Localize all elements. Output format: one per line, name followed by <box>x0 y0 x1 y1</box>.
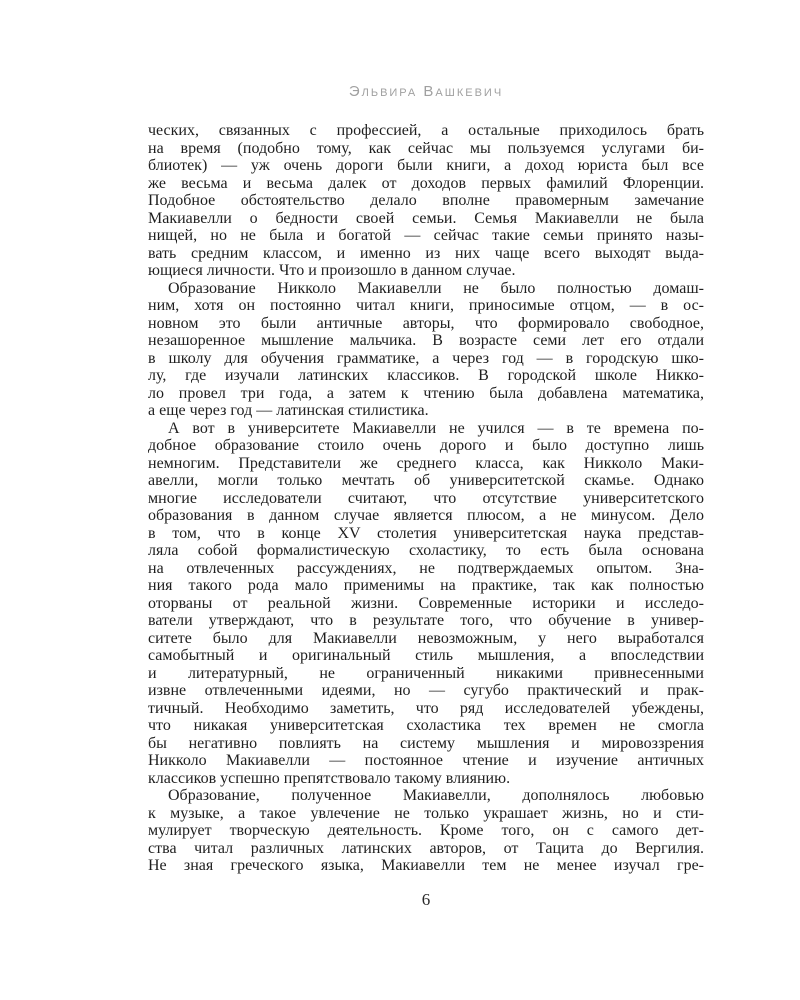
paragraph <box>148 280 704 420</box>
text-line: оторваны от реальной жизни. Современные историки и исследо- <box>148 594 704 612</box>
text-line: ним, хотя он постоянно читал книги, приносимые отцом, — в ос- <box>148 297 704 314</box>
page-number: 6 <box>421 890 431 909</box>
paragraph <box>148 122 704 280</box>
text-line: на отвлеченных рассуждениях, не подтверждаемых опытом. Зна- <box>148 559 704 577</box>
text-line: ситете было для Макиавелли невозможным, у него выработался <box>148 629 704 647</box>
text-line: нищей, но не была и богатой — сейчас такие семьи принято назы- <box>148 227 704 244</box>
text-line: же весьма и весьма далек от доходов первых фамилий Флоренции. <box>148 174 704 192</box>
text-line: тичный. Необходимо заметить, что ряд исследователей убеждены, <box>148 699 704 717</box>
text-line: ло провел три года, а затем к чтению была добавлена математика, <box>148 384 704 402</box>
text-line: новном это были античные авторы, что формировало свободное, <box>148 314 704 332</box>
text-line: Образование Никколо Макиавелли не было полностью домаш- <box>168 279 704 297</box>
text-line: и литературный, не ограниченный никакими привнесенными <box>148 664 704 682</box>
running-header: Эльвира Вашкевич <box>348 83 504 100</box>
text-line: добное образование стоило очень дорого и было доступно лишь <box>148 437 704 454</box>
text-line: Не зная греческого языка, Макиавелли тем не менее изучал гре- <box>148 857 704 874</box>
text-line: бы негативно повлиять на систему мышления и мировоззрения <box>148 734 704 752</box>
text-line: А вот в университете Макиавелли не учился — в те времена по- <box>168 419 704 437</box>
text-line: немногим. Представители же среднего класса, как Никколо Маки- <box>148 454 704 472</box>
text-line: в том, что в конце XV столетия университетская наука представ- <box>148 524 704 542</box>
text-line: мулирует творческую деятельность. Кроме того, он с самого дет- <box>148 822 704 839</box>
text-line: извне отвлеченными идеями, но — сугубо практический и прак- <box>148 682 704 699</box>
text-line: самобытный и оригинальный стиль мышления, а впоследствии <box>148 647 704 664</box>
page-body <box>148 122 704 875</box>
text-line: что никакая университетская схоластика тех времен не смогла <box>148 717 704 734</box>
text-line: Никколо Макиавелли — постоянное чтение и изучение античных <box>148 752 704 769</box>
text-line: лу, где изучали латинских классиков. В городской школе Никко- <box>148 367 704 384</box>
text-line: блиотек) — уж очень дороги были книги, а доход юриста был все <box>148 157 704 174</box>
text-line: ния такого рода мало применимы на практике, так как полностью <box>148 577 704 594</box>
text-line: Образование, полученное Макиавелли, дополнялось любовью <box>168 787 704 804</box>
paragraph <box>148 787 704 875</box>
text-line: Макиавелли о бедности своей семьи. Семья Макиавелли не была <box>148 209 704 227</box>
text-line: многие исследователи считают, что отсутствие университетского <box>148 489 704 507</box>
text-line: вать средним классом, и именно из них чаще всего выходят выда- <box>148 244 704 262</box>
text-line: ватели утверждают, что в результате того, что обучение в универ- <box>148 612 704 629</box>
text-line: ющиеся личности. Что и произошло в данном случае. <box>148 262 516 279</box>
text-line: образования в данном случае является плюсом, а не минусом. Дело <box>148 507 704 524</box>
text-line: в школу для обучения грамматике, а через год — в городскую шко- <box>148 349 704 367</box>
text-line: ческих, связанных с профессией, а остальные приходилось брать <box>148 122 704 139</box>
text-line: к музыке, а такое увлечение не только украшает жизнь, но и сти- <box>148 804 704 822</box>
text-line: ляла собой формалистическую схоластику, то есть была основана <box>148 542 704 559</box>
text-line: авелли, могли только мечтать об университетской скамье. Однако <box>148 472 704 489</box>
text-line: незашоренное мышление мальчика. В возрасте семи лет его отдали <box>148 332 704 349</box>
text-line: ства читал различных латинских авторов, от Тацита до Вергилия. <box>148 839 704 857</box>
text-line: классиков успешно препятствовало такому влиянию. <box>148 769 511 787</box>
text-line: Подобное обстоятельство делало вполне правомерным замечание <box>148 192 704 209</box>
paragraph <box>148 420 704 788</box>
text-line: а еще через год — латинская стилистика. <box>148 402 429 419</box>
text-line: на время (подобно тому, как сейчас мы пользуемся услугами би- <box>148 139 704 157</box>
